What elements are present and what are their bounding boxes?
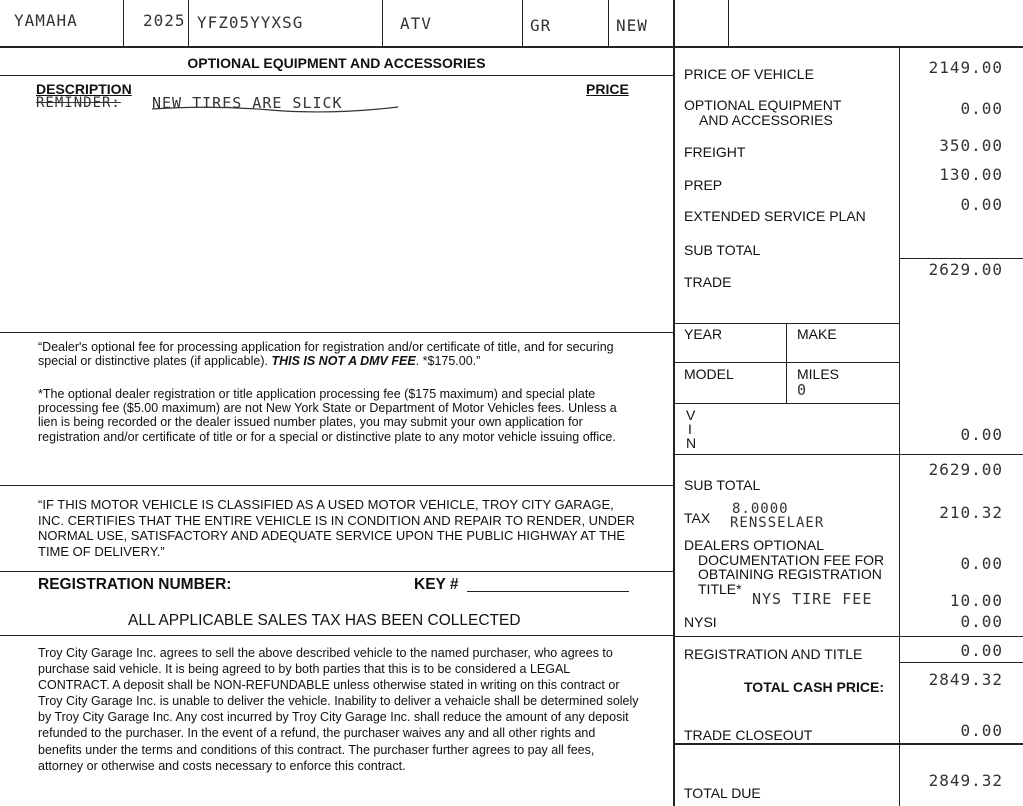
vin-label: V I N bbox=[686, 407, 697, 451]
struck-reminder: REMINDER: bbox=[36, 95, 121, 111]
tax-value: 210.32 bbox=[939, 503, 1003, 522]
subtotal2-value: 2629.00 bbox=[928, 460, 1003, 479]
total-due-value: 2849.32 bbox=[928, 771, 1003, 790]
handwritten-underline bbox=[150, 103, 400, 115]
description-header: DESCRIPTION bbox=[36, 81, 132, 97]
dealer-fee-notice: “Dealer's optional fee for processing application for registration and/or certificate of title, and for securing special or distinctive plates (if applicable). THIS IS NOT A DMV FEE. *$175.00.” bbox=[38, 340, 614, 369]
trade-closeout-value: 0.00 bbox=[960, 721, 1003, 740]
prep-label: PREP bbox=[684, 177, 723, 193]
price-of-vehicle-value: 2149.00 bbox=[928, 58, 1003, 77]
subtotal-label: SUB TOTAL bbox=[684, 242, 761, 258]
key-field-line bbox=[467, 591, 629, 592]
doc-fee-value: 0.00 bbox=[960, 554, 1003, 573]
reg-title-label: REGISTRATION AND TITLE bbox=[684, 646, 863, 662]
trade-make-label: MAKE bbox=[797, 326, 837, 342]
vehicle-condition: NEW bbox=[616, 16, 648, 35]
trade-miles-value: 0 bbox=[797, 381, 808, 399]
total-cash-label: TOTAL CASH PRICE: bbox=[744, 679, 885, 695]
tire-fee-value: 10.00 bbox=[949, 591, 1003, 610]
optional-equipment-value: 0.00 bbox=[960, 99, 1003, 118]
dealer-fee-explanation: *The optional dealer registration or title application processing fee ($175 maximum) and special plate processing fee ($5.00 maximum) are not New York State or Department of Motor Vehicles fees. Unless a lien is being recorded or the dealer issued number plates, you may submit your own application for registration and/or certificate of title or for a special or distinctive plate to any motor vehicle issuing office. bbox=[38, 387, 617, 444]
nysi-value: 0.00 bbox=[960, 612, 1003, 631]
trade-label: TRADE bbox=[684, 274, 732, 290]
doc-fee-label: DEALERS OPTIONAL DOCUMENTATION FEE FOR OBTAINING REGISTRATION TITLE* bbox=[684, 537, 885, 597]
tire-fee-label: NYS TIRE FEE bbox=[752, 590, 873, 608]
registration-number-label: REGISTRATION NUMBER: bbox=[38, 576, 232, 593]
trade-model-label: MODEL bbox=[684, 366, 734, 382]
vehicle-model-code: YFZ05YYXSG bbox=[197, 13, 304, 32]
subtotal2-label: SUB TOTAL bbox=[684, 477, 761, 493]
extended-service-value: 0.00 bbox=[960, 195, 1003, 214]
trade-closeout-label: TRADE CLOSEOUT bbox=[684, 727, 813, 743]
vehicle-year: 2025 bbox=[143, 11, 186, 30]
total-due-label: TOTAL DUE bbox=[684, 785, 761, 801]
tax-rate: 8.0000 bbox=[732, 501, 789, 517]
price-of-vehicle-label: PRICE OF VEHICLE bbox=[684, 66, 814, 82]
freight-value: 350.00 bbox=[939, 136, 1003, 155]
equipment-note: NEW TIRES ARE SLICK bbox=[152, 94, 343, 112]
trade-miles-label: MILES bbox=[797, 366, 840, 382]
reg-title-value: 0.00 bbox=[960, 641, 1003, 660]
total-cash-value: 2849.32 bbox=[928, 670, 1003, 689]
used-vehicle-certification: “IF THIS MOTOR VEHICLE IS CLASSIFIED AS A USED MOTOR VEHICLE, TROY CITY GARAGE, INC. CERTIFIES THAT THE ENTIRE VEHICLE IS IN CONDITION AND REPAIR TO RENDER, UNDER NORMAL USE, SATISFACTORY AND ADEQUATE SERVICE UPON THE PUBLIC HIGHWAY AT THE TIME OF DELIVERY.” bbox=[38, 497, 635, 559]
freight-label: FREIGHT bbox=[684, 144, 746, 160]
trade-year-label: YEAR bbox=[684, 326, 723, 342]
optional-equipment-label: OPTIONAL EQUIPMENT AND ACCESSORIES bbox=[684, 97, 842, 128]
key-label: KEY # bbox=[414, 576, 459, 593]
vehicle-make: YAMAHA bbox=[14, 11, 78, 30]
tax-county: RENSSELAER bbox=[730, 515, 825, 531]
trade-value: 0.00 bbox=[960, 425, 1003, 444]
extended-service-label: EXTENDED SERVICE PLAN bbox=[684, 208, 866, 224]
sales-tax-notice: ALL APPLICABLE SALES TAX HAS BEEN COLLECTED bbox=[128, 612, 521, 629]
tax-label: TAX bbox=[684, 510, 711, 526]
contract-terms: Troy City Garage Inc. agrees to sell the above described vehicle to the named purchaser, who agrees to purchase said vehicle. It is being agreed to by both parties that this is to be considered a LEGAL CONTRACT. A deposit shall be NON-REFUNDABLE unless otherwise stated in writing on this contract or Troy City Garage Inc. is unable to deliver the vehicle. Inability to deliver a vehaicle shall be determined solely by Troy City Garage Inc. Any cost incurred by Troy City Garage Inc. shall reduce the amount of any deposit refunded to the purchaser. In the event of a refund, the purchaser waives any and all other rights and benefits under the terms and conditions of this contract. The purchaser further agrees to pay all fees, attorney or otherwise and costs necessary to enforce this contract. bbox=[38, 646, 639, 773]
vehicle-type: ATV bbox=[400, 14, 432, 33]
optional-equipment-title: OPTIONAL EQUIPMENT AND ACCESSORIES bbox=[187, 55, 486, 71]
subtotal-value: 2629.00 bbox=[928, 260, 1003, 279]
nysi-label: NYSI bbox=[684, 614, 717, 630]
vehicle-color: GR bbox=[530, 16, 552, 35]
price-header: PRICE bbox=[586, 81, 629, 97]
prep-value: 130.00 bbox=[939, 165, 1003, 184]
